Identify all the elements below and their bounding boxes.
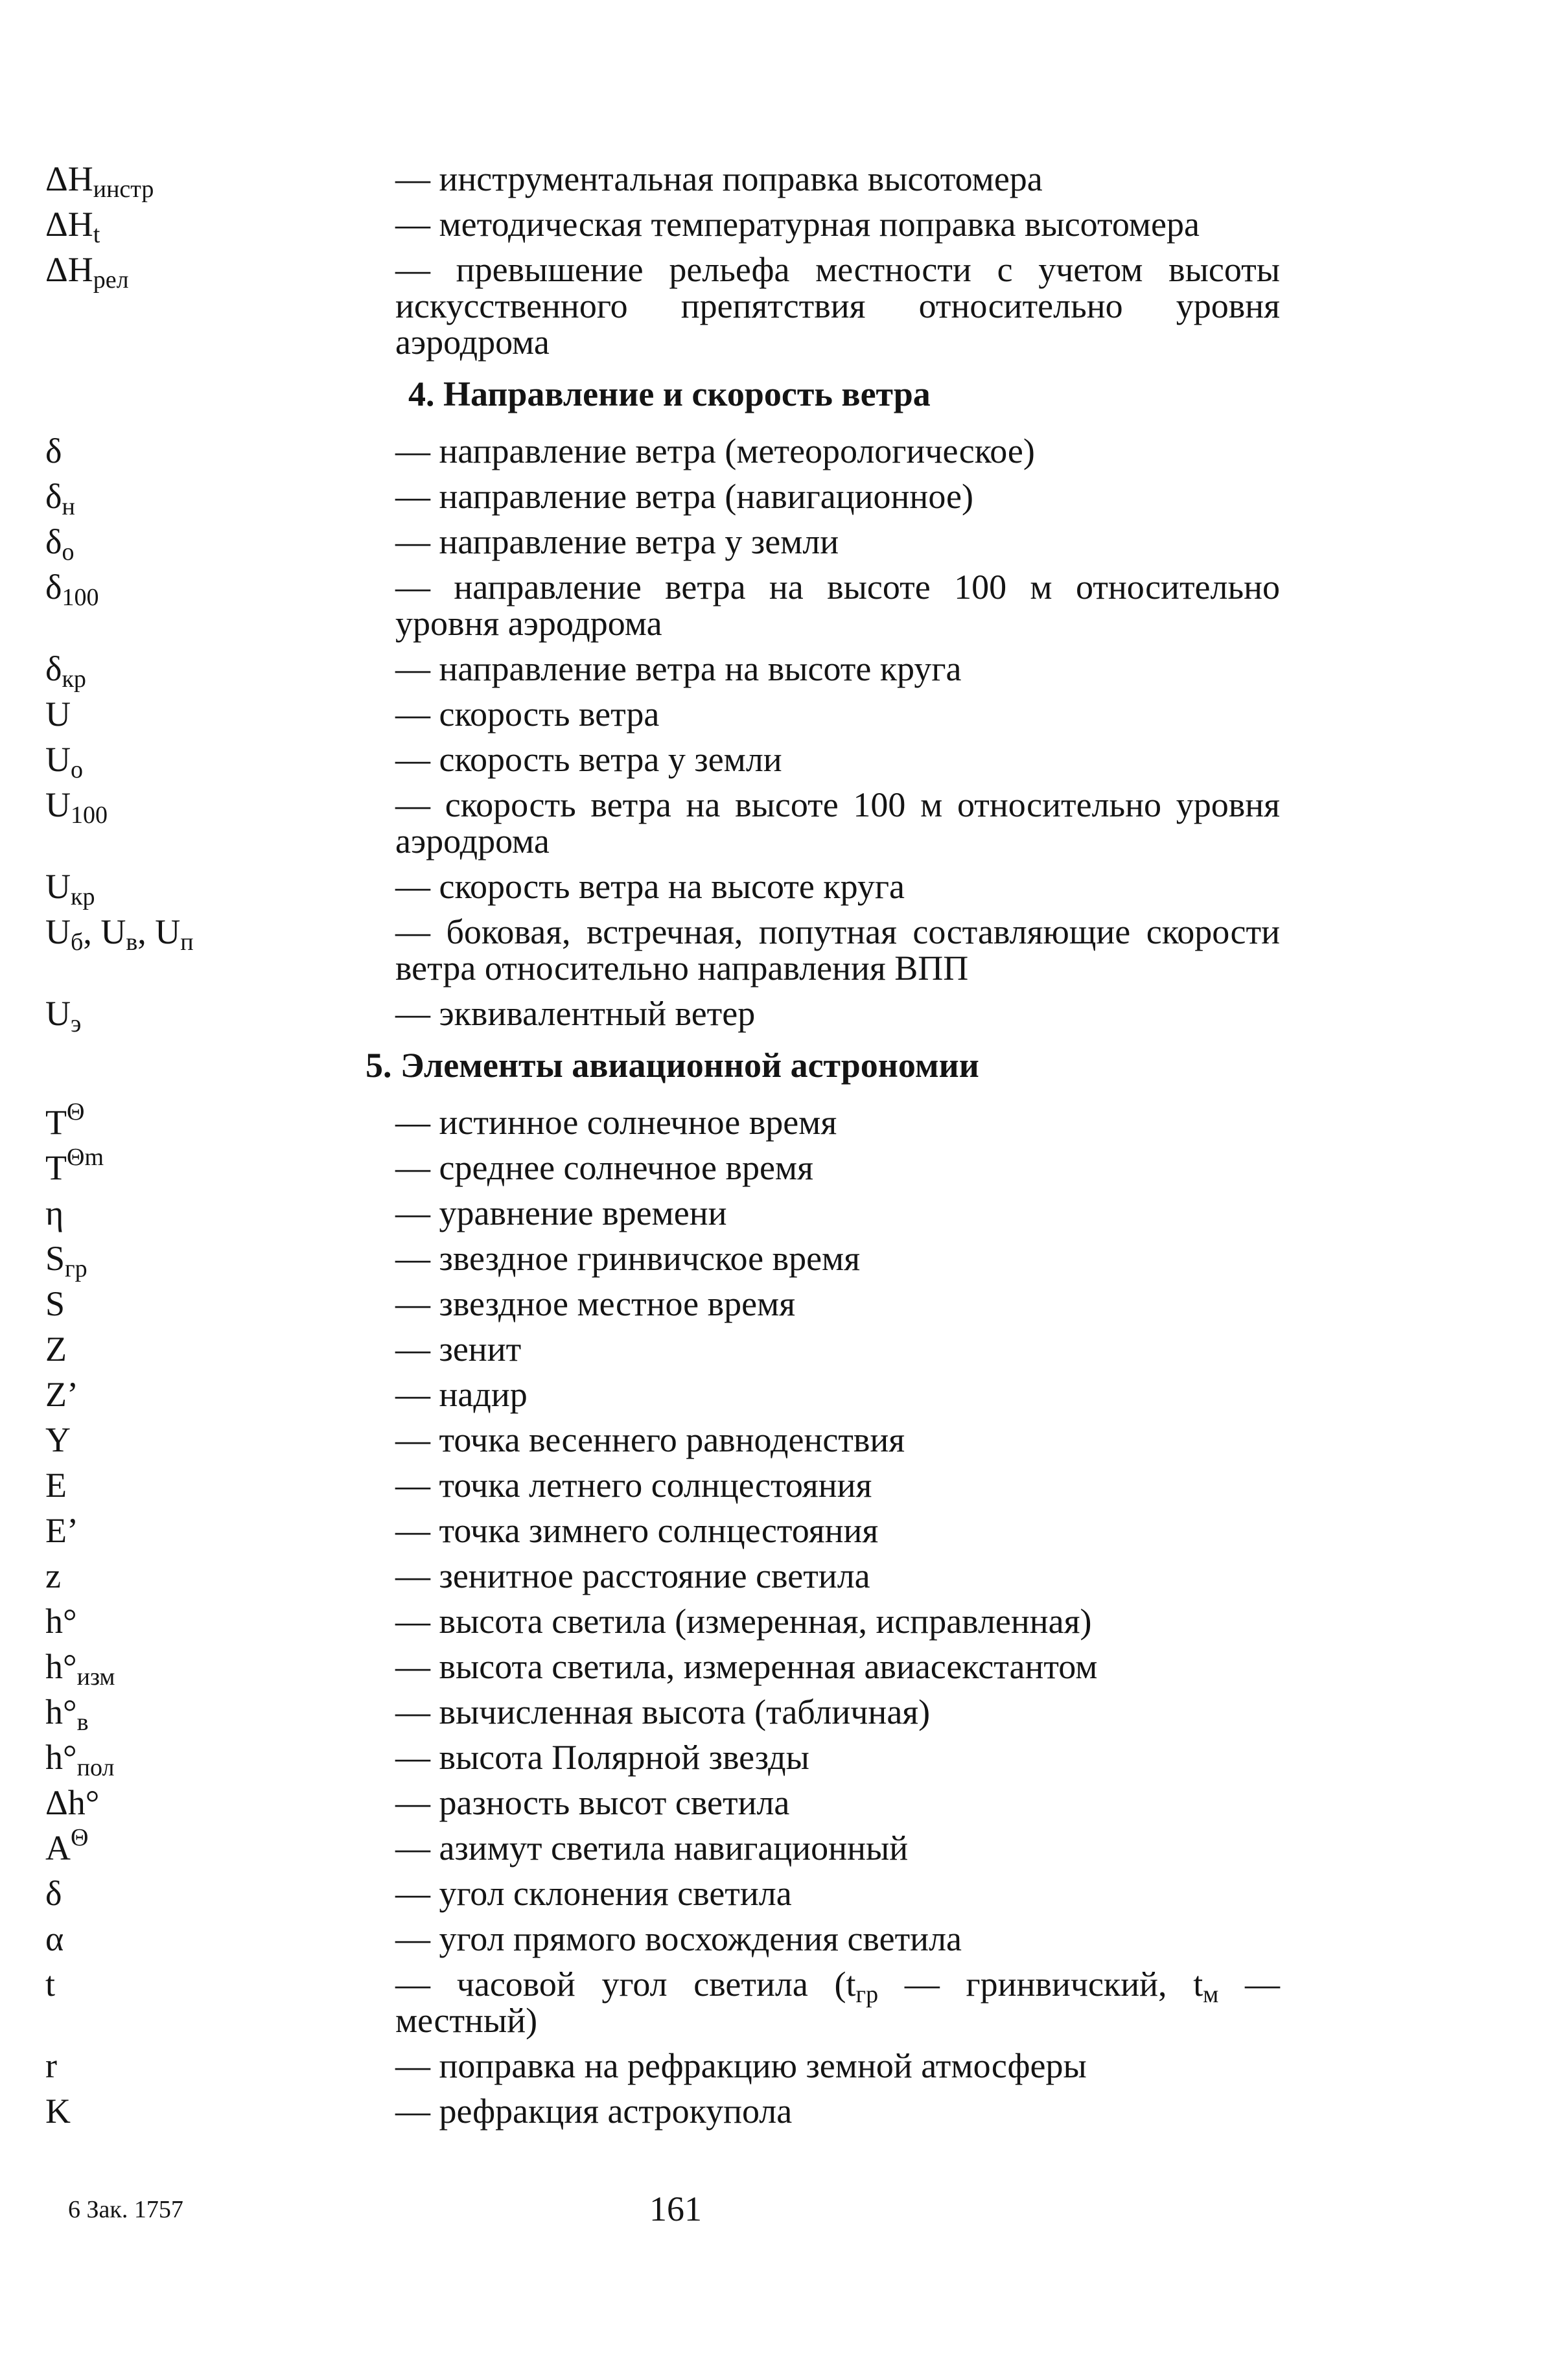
definition: — направление ветра (навигационное)	[395, 477, 973, 516]
definition: — инструментальная поправка высотомера	[395, 159, 1043, 198]
symbol: $U_{100}$	[45, 785, 108, 829]
glossary-row	[45, 1331, 1280, 1367]
symbol: Y	[45, 1420, 71, 1459]
symbol: δ	[45, 432, 62, 470]
definition: — точка зимнего солнцестояния	[395, 1511, 879, 1550]
definition: — направление ветра (метеорологическое)	[395, 432, 1035, 470]
symbol: $h^\circ_{изм}$	[45, 1647, 115, 1691]
glossary-row	[45, 159, 1280, 203]
definition: — скорость ветра	[395, 695, 660, 734]
glossary-row	[45, 1376, 1280, 1413]
glossary-row	[45, 1875, 1280, 1912]
print-order-note: 6 Зак. 1757	[68, 2196, 183, 2223]
symbol: Δh°	[45, 1783, 100, 1822]
definition: — методическая температурная поправка высотомера	[395, 205, 1200, 244]
glossary-row	[45, 1195, 1280, 1231]
symbol: Z	[45, 1330, 67, 1369]
symbol: η	[45, 1194, 64, 1232]
definition: — направление ветра на высоте 100 м относительно уровня аэродрома	[395, 568, 1280, 643]
symbol: α	[45, 1919, 64, 1958]
glossary-row	[45, 1558, 1280, 1594]
glossary-row	[45, 522, 1280, 566]
symbol: r	[45, 2046, 57, 2085]
definition: — надир	[395, 1375, 528, 1414]
symbol: $U_о$	[45, 740, 83, 783]
definition: — часовой угол светила ($t_{гр}$ — гринвичский, $t_м$ — местный)	[395, 1965, 1280, 2040]
definition: — скорость ветра на высоте 100 м относительно уровня аэродрома	[395, 785, 1280, 861]
glossary-row	[45, 433, 1280, 469]
symbol: $S_{гр}$	[45, 1239, 87, 1282]
symbol: $\delta_{100}$	[45, 568, 99, 611]
definition: — боковая, встречная, попутная составляющие скорости ветра относительно направления ВПП	[395, 912, 1280, 988]
definition: — поправка на рефракцию земной атмосферы	[395, 2046, 1087, 2085]
symbol: $\Delta H_{инстр}$	[45, 159, 154, 203]
definition: — угол прямого восхождения светила	[395, 1919, 962, 1958]
definition: — высота светила, измеренная авиасекстантом	[395, 1647, 1098, 1686]
definition: — высота светила (измеренная, исправленная)	[395, 1602, 1092, 1641]
glossary-row	[45, 1239, 1280, 1282]
section-heading-astronomy: 5. Элементы авиационной астрономии	[366, 1046, 979, 1085]
glossary-row	[45, 994, 1280, 1037]
page-footer	[45, 2189, 1280, 2234]
glossary-row	[45, 477, 1280, 520]
symbol: $U_{кр}$	[45, 867, 95, 910]
glossary-row	[45, 1738, 1280, 1781]
glossary-row	[45, 1647, 1280, 1691]
definition: — точка летнего солнцестояния	[395, 1466, 872, 1505]
glossary-row	[45, 205, 1280, 248]
glossary-row	[45, 1512, 1280, 1549]
definition: — зенит	[395, 1330, 522, 1369]
symbol: $\Delta H_t$	[45, 205, 100, 248]
symbol: Z’	[45, 1375, 78, 1414]
symbol: $h^\circ_{пол}$	[45, 1738, 115, 1781]
symbol: E’	[45, 1511, 78, 1550]
glossary-row	[45, 1693, 1280, 1736]
glossary-row	[45, 1824, 1280, 1867]
symbol: $U_б$, $U_в$, $U_п$	[45, 912, 194, 956]
glossary-row	[45, 1603, 1280, 1639]
symbol: E	[45, 1466, 67, 1505]
section-heading-wind: 4. Направление и скорость ветра	[408, 375, 931, 413]
definition: — рефракция астрокупола	[395, 2092, 793, 2131]
glossary-row	[45, 740, 1280, 783]
definition: — уравнение времени	[395, 1194, 727, 1232]
glossary-row	[45, 649, 1280, 693]
symbol: K	[45, 2092, 71, 2131]
glossary-row	[45, 787, 1280, 859]
glossary-row	[45, 1785, 1280, 1821]
symbol: δ	[45, 1874, 62, 1913]
glossary-row	[45, 1286, 1280, 1322]
symbol: $T^{\Theta m}$	[45, 1144, 104, 1187]
glossary-row	[45, 1467, 1280, 1503]
glossary-row	[45, 1921, 1280, 1957]
glossary-row	[45, 2048, 1280, 2084]
glossary-row	[45, 914, 1280, 986]
definition: — угол склонения светила	[395, 1874, 792, 1913]
symbol: t	[45, 1965, 56, 2004]
symbol: $U_э$	[45, 994, 82, 1037]
glossary-row	[45, 1966, 1280, 2039]
symbol: $\delta_о$	[45, 522, 75, 566]
definition: — эквивалентный ветер	[395, 994, 756, 1033]
symbol: $\delta_н$	[45, 477, 75, 520]
glossary-row	[45, 867, 1280, 910]
definition: — звездное местное время	[395, 1284, 796, 1323]
definition: — вычисленная высота (табличная)	[395, 1693, 931, 1731]
symbol: $\Delta H_{рел}$	[45, 250, 129, 294]
symbol: $A^\Theta$	[45, 1824, 89, 1867]
symbol: h°	[45, 1602, 77, 1641]
definition: — среднее солнечное время	[395, 1148, 813, 1187]
glossary-row	[45, 2093, 1280, 2129]
definition: — скорость ветра у земли	[395, 740, 782, 779]
glossary-row	[45, 251, 1280, 360]
glossary-content	[45, 161, 1280, 2138]
symbol: U	[45, 695, 71, 734]
symbol: $\delta_{кр}$	[45, 649, 86, 693]
definition: — зенитное расстояние светила	[395, 1556, 870, 1595]
definition: — точка весеннего равноденствия	[395, 1420, 905, 1459]
definition: — скорость ветра на высоте круга	[395, 867, 905, 906]
symbol: z	[45, 1556, 61, 1595]
definition: — направление ветра на высоте круга	[395, 649, 962, 688]
definition: — истинное солнечное время	[395, 1103, 837, 1142]
definition: — азимут светила навигационный	[395, 1829, 909, 1867]
glossary-row	[45, 1144, 1280, 1187]
definition: — превышение рельефа местности с учетом высоты искусственного препятствия относительно уровня аэродрома	[395, 250, 1280, 362]
definition: — направление ветра у земли	[395, 522, 839, 561]
symbol: $h^\circ_в$	[45, 1693, 89, 1736]
symbol: $T^\Theta$	[45, 1098, 85, 1142]
definition: — звездное гринвичское время	[395, 1239, 861, 1278]
definition: — высота Полярной звезды	[395, 1738, 809, 1777]
glossary-row	[45, 696, 1280, 732]
page-number: 161	[649, 2189, 702, 2228]
glossary-row	[45, 1098, 1280, 1142]
glossary-row	[45, 1422, 1280, 1458]
definition: — разность высот светила	[395, 1783, 790, 1822]
glossary-row	[45, 569, 1280, 641]
symbol: S	[45, 1284, 65, 1323]
